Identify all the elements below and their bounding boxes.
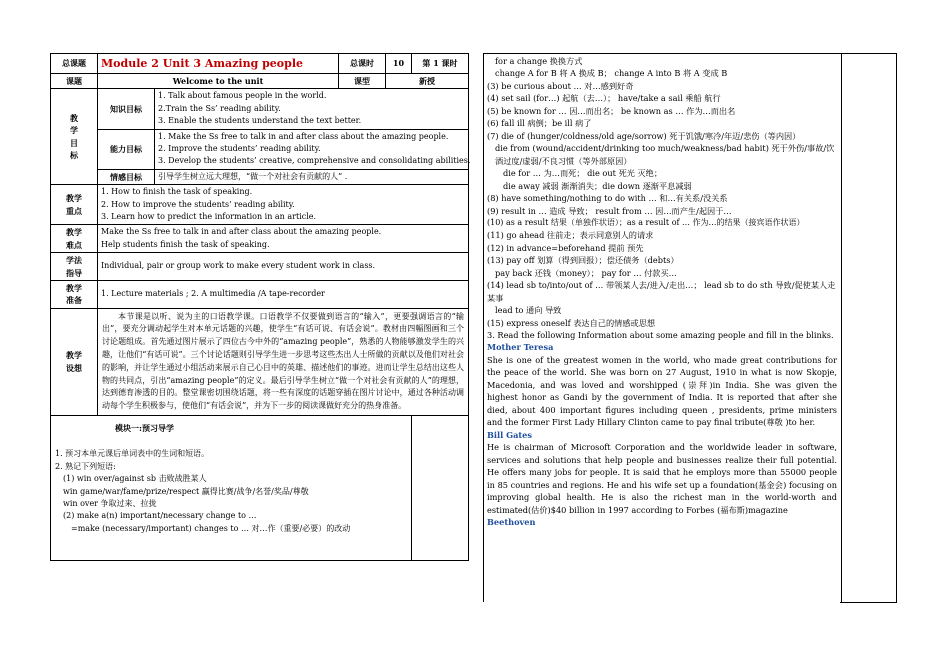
module1-line: win game/war/fame/prize/respect 赢得比赛/战争/名誉/奖品/尊敬 (63, 486, 309, 496)
goals-label: 教 学 目 标 (51, 89, 98, 185)
phrase-line: pay back 还钱（money）； pay for … 付款买… (495, 267, 677, 278)
module1-line: (1) win over/against sb 击败战胜某人 (63, 474, 207, 484)
lesson-plan-table (50, 53, 469, 561)
total-hours: 10 (386, 54, 412, 74)
ability-row (51, 129, 469, 169)
emotion-goal: 引导学生树立远大理想，“做一个对社会有贡献的人” . (155, 169, 469, 184)
beethoven-title: Beethoven (487, 517, 536, 528)
topic: Welcome to the unit (98, 74, 339, 89)
phrase-line: die away 减弱 渐渐消失；die down 逐渐平息减弱 (503, 180, 692, 191)
emotion-row (51, 169, 469, 184)
phrase-line: die for … 为…而死； die out 死光 灭绝； (503, 168, 663, 179)
key-points: 1. How to finish the task of speaking. 2. How to improve the students’ reading ability. 3. Learn how to predict the information in an article. (98, 185, 469, 225)
knowledge-row (51, 89, 469, 129)
phrase-line: (4) set sail (for…) 起航（去…）； have/take a sail 乘船 航行 (487, 93, 721, 104)
knowledge-goals: 1. Talk about famous people in the world. 2.Train the Ss’ reading ability. 3. Enable the students understand the text better. (155, 89, 469, 129)
design-label: 教学 设想 (51, 308, 98, 415)
mother-teresa-title: Mother Teresa (487, 342, 554, 353)
knowledge-label: 知识目标 (98, 89, 155, 129)
topic-label: 课题 (51, 74, 98, 89)
module1-line: 2. 熟记下列短语: (55, 461, 116, 471)
phrase-line: (13) pay off 划算（得到回报）；偿还债务（debts） (487, 255, 679, 266)
phrase-line: (8) have something/nothing to do with … 和…有关系/没关系 (487, 193, 728, 204)
module1-content (51, 416, 412, 561)
right-content (487, 55, 837, 529)
phrase-line: (5) be known for … 因…而出名； be known as … 作为…而出名 (487, 105, 736, 116)
phrase-line: lead to 通向 导致 (495, 305, 562, 316)
phrase-line: for a change 换换方式 (495, 56, 583, 66)
ability-label: 能力目标 (98, 129, 155, 169)
phrase-line: (9) result in … 造成 导致； result from … 因…而产生/起因于… (487, 205, 732, 216)
task-instruction: 3. Read the following Information about some amazing people and fill in the blinks. (487, 330, 834, 340)
phrase-line: (15) express oneself 表达自己的情感或思想 (487, 317, 656, 328)
module-title: Module 2 Unit 3 Amazing people (98, 54, 339, 74)
type: 新授 (386, 74, 469, 89)
difficulties: Make the Ss free to talk in and after class about the amazing people. Help students finish the task of speaking. (98, 225, 469, 253)
phrase-line: (6) fall ill 病倒；be ill 病了 (487, 118, 592, 129)
emotion-label: 情感目标 (98, 169, 155, 184)
design-row (51, 308, 469, 415)
module1-notes (412, 416, 469, 561)
lesson-number: 第 1 课时 (412, 54, 469, 74)
topic-row (51, 74, 469, 89)
key-points-label: 教学 重点 (51, 185, 98, 225)
bill-gates-title: Bill Gates (487, 429, 532, 440)
header-row (51, 54, 469, 74)
prep-label: 教学 准备 (51, 280, 98, 308)
module1-line: =make (necessary/important) changes to … 对…作（重要/必要）的改动 (71, 523, 351, 533)
mother-teresa-text: She is one of the greatest women in the world, who made great contributions for the peace of the world. She was born on 27 August, 1910 in what is now Skopje, Macedonia, and was loved and worshipped (崇拜)in India. She was given the highest honor as Gandi by the government of India. It is reported that after she died, about 400 important figures including queen , presidents, prime ministers and the former First Lady Hillary Clinton came to pay final tribute(尊敬 )to her. (487, 354, 837, 428)
right-notes-column (840, 53, 897, 603)
guide-label: 学法 指导 (51, 253, 98, 281)
phrase-line: (14) lead sb to/into/out of … 带领某人去/进入/走出…； lead sb to do sth 导致/促使某人走某事 (487, 280, 836, 303)
module1-row (51, 416, 469, 561)
phrase-line: (12) in advance=beforehand 提前 预先 (487, 242, 644, 253)
type-label: 课型 (339, 74, 386, 89)
total-label: 总课题 (51, 54, 98, 74)
module1-line: (2) make a(n) important/necessary change to … (63, 511, 257, 521)
phrase-line: (7) die of (hunger/coldness/old age/sorrow) 死于饥饿/寒冷/年迈/悲伤（等内因） (487, 130, 801, 141)
module1-title: 模块一:预习导学 (115, 423, 174, 434)
bill-gates-text: He is chairman of Microsoft Corporation and the worldwide leader in software, services and solutions that help people and businesses realize their full potential. He offers many jobs for people. It is said that he employs more than 55000 people in 85 countries and regions. He and his wife set up a foundation(基金会) focusing on improving global health. He is also the richest man in the world-worth and estimated(估价)$40 billion in 1997 according to Forbes (福布斯)magazine (487, 442, 837, 515)
difficulties-row (51, 225, 469, 253)
phrase-line: (3) be curious about … 对…感到好奇 (487, 80, 634, 91)
ability-goals: 1. Make the Ss free to talk in and after class about the amazing people. 2. Improve the students’ reading ability. 3. Develop the students’ creative, comprehensive and consolidating abilities. (155, 129, 469, 169)
key-points-row (51, 185, 469, 225)
guide-row (51, 253, 469, 281)
prep-row (51, 280, 469, 308)
prep-text: 1. Lecture materials ; 2. A multimedia /A tape-recorder (98, 280, 469, 308)
module1-line: 1. 预习本单元课后单词表中的生词和短语。 (55, 449, 210, 459)
phrase-line: (10) as a result 结果（单独作状语）；as a result of … 作为…的结果（接宾语作状语） (487, 218, 805, 228)
phrase-line: (11) go ahead 往前走；表示同意别人的请求 (487, 230, 654, 241)
phrase-line: change A for B 将 A 换成 B； change A into B 将 A 变成 B (495, 68, 728, 79)
difficulties-label: 教学 难点 (51, 225, 98, 253)
module1-line: win over 争取过来、拉拢 (63, 499, 157, 509)
design-text: 本节课是以听、说为主的口语教学课。口语教学不仅要做到语言的“输入”，更要强调语言的“输出”，要充分调动起学生对本单元话题的兴趣，使学生“有话可说、有话会说”。教材由四幅图画和三个讨论题组成。首先通过图片展示了四位古今中外的“amazing people”，熟悉的人物能够激发学生的兴趣，让他们“有话可说”。三个讨论话题则引导学生进一步思考这些杰出人士所做的贡献以及他们对社会的影响，并让学生通过小组活动来展示自己心目中的英雄、描述他们的事迹。进而让学生总结出这些人物的共同点，引出“amazing people”的定义。最后引导学生树立“做一个对社会有贡献的人”的理想，达到德育渗透的目的。整堂课密切围绕话题，将一些有深度的话题穿插在图片讨论中，通过各种活动调动每个学生积极参与，使他们“有话会说”，并为下一步的阅读课做好充分的热身准备。 (98, 308, 469, 415)
guide-text: Individual, pair or group work to make every student work in class. (98, 253, 469, 281)
total-hours-label: 总课时 (339, 54, 386, 74)
phrase-line: die from (wound/accident/drinking too much/weakness/bad habit) 死于外伤/事故/饮酒过度/虚弱/不良习惯（等外部原因） (495, 143, 835, 166)
